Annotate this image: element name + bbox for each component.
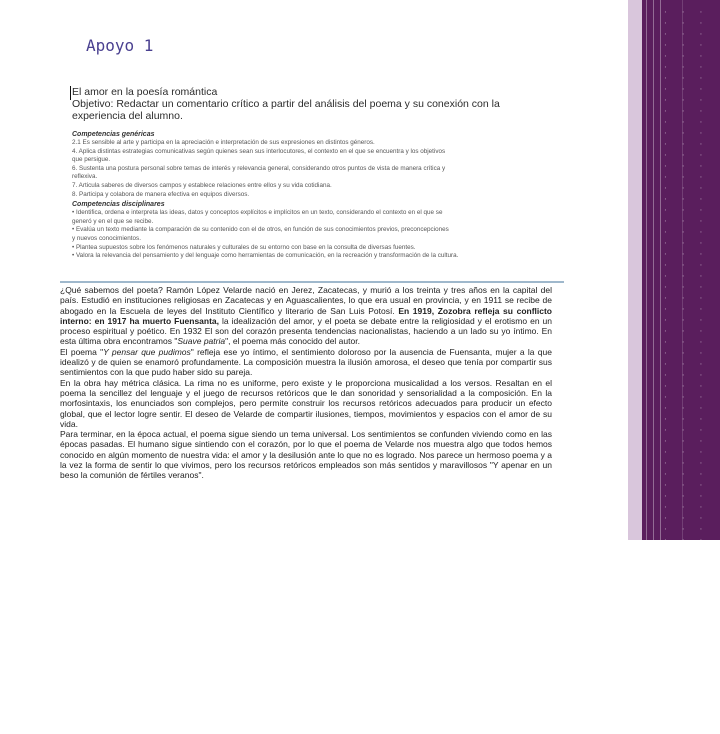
paragraph-text: la idealización del amor, y el poeta se debate entre la religiosidad y el erotismo en un proceso espiritual y poético. En 1932 El son del corazón presenta tendencias nacionalistas, haciendo a un lado su yo íntimo. En esta última obra encontramos ": [60, 315, 553, 347]
generic-line: que persigue.: [72, 156, 111, 164]
text-cursor: [70, 86, 71, 100]
generic-line: 8. Participa y colabora de manera efectiva en equipos diversos.: [72, 190, 250, 198]
paragraph-poem: [60, 347, 552, 378]
disciplinary-line: generó y en el que se recibe.: [72, 217, 154, 225]
band-line: [653, 0, 654, 540]
objective-line: Objetivo: Redactar un comentario crítico a partir del análisis del poema y su conexión con la: [72, 98, 500, 110]
poem-title-italic: Y pensar que pudimos: [103, 346, 191, 357]
disciplinary-line: • Valora la relevancia del pensamiento y del lenguaje como herramientas de comunicación, en la recreación y transformación de la cultura.: [72, 252, 459, 260]
document-header-block: [72, 86, 532, 261]
paragraph-biography: [60, 285, 552, 347]
section-disciplinary-heading: Competencias disciplinares: [72, 201, 165, 209]
band-light-strip: [628, 0, 642, 540]
disciplinary-line: y nuevos conocimientos.: [72, 234, 141, 242]
paragraph-text: ", el poema más conocido del autor.: [225, 336, 360, 347]
generic-line: 2.1 Es sensible al arte y participa en la apreciación e interpretación de sus expresiones en distintos géneros.: [72, 139, 375, 146]
generic-line: reflexiva.: [72, 173, 98, 181]
generic-line: 7. Articula saberes de diversos campos y establece relaciones entre ellos y su vida cotidiana.: [72, 181, 332, 189]
paragraph-text: ¿Qué sabemos del poeta? Ramón López Velarde nació en Jerez, Zacatecas, y murió a los treinta y tres años en la capital del país. Estudió en instituciones religiosas en Zacatecas y en Aguascalientes, lo que era usual en provincia, y en 1911 se recibe de abogado en la Escuela de leyes del Instituto Científico y literario de San Luis Potosí.: [60, 285, 552, 316]
paragraph-bold-text: En 1919, Zozobra refleja su conflicto interno: en 1917 ha muerto Fuensanta,: [60, 305, 553, 326]
section-divider: [60, 281, 564, 283]
band-line: [646, 0, 647, 540]
band-line: [660, 0, 661, 540]
generic-line: 4. Aplica distintas estrategias comunicativas según quienes sean sus interlocutores, el contexto en el que se encuentra y los objetivos: [72, 147, 446, 155]
band-dot-pattern: · · · · · · · · · · · · · · · · · · · · · · · · · · · · · · · · · · · · · · · · · · · · · · · · · · · · · · · · · · · · · · · · · · · · · · · · · · · · · · · · · · · · · · · · · · · · · · · · · · · · · · · · · · · · · · · · · · · · · · · · · · · · · · · · · · · · · · · · · · · · · · · · · · · · · · · · · · · · · · · · · · · · · · · · · · · · · · · · · · · · · · · · · · · · · · · · · · · · ·: [664, 8, 709, 733]
poem-title-italic: Suave patria: [177, 336, 226, 347]
document-body: [60, 285, 552, 481]
slide-title: Apoyo 1: [86, 36, 154, 55]
generic-line: 6. Sustenta una postura personal sobre temas de interés y relevancia general, considerando otros puntos de vista de manera crítica y: [72, 164, 446, 172]
paragraph-text: " refleja ese yo íntimo, el sentimiento doloroso por la ausencia de Fuensanta, mujer a la que idealizó y de quien se enamoró profundamente. La composición muestra la ilusión amorosa, el deseo que tenía por compartir sus sentimientos con la que pudo haber sido su pareja.: [60, 346, 552, 378]
doc-heading: El amor en la poesía romántica: [72, 86, 218, 98]
paragraph-conclusion: Para terminar, en la época actual, el poema sigue siendo un tema universal. Los sentimientos se confunden viviendo como en las épocas pasadas. El humano sigue sintiendo con el corazón, por lo que el poema de Velarde nos muestra algo que todos hemos conocido en algún momento de nuestra vida: el amor y la desilusión ante lo que no es logrado. Nos parece un hermoso poema y a la vez la forma de sentir lo que vivimos, pero los recursos retóricos empleados son más sentidos y maravillosos "Y apenar en un beso la comunión de fértiles veranos".: [60, 429, 552, 481]
disciplinary-line: • Plantea supuestos sobre los fenómenos naturales y culturales de su entorno con base en la consulta de diversas fuentes.: [72, 243, 416, 251]
objective-line: experiencia del alumno.: [72, 110, 183, 122]
disciplinary-line: • Identifica, ordena e interpreta las ideas, datos y conceptos explícitos e implícitos en un texto, considerando el contexto en el que se: [72, 209, 443, 217]
paragraph-form: En la obra hay métrica clásica. La rima no es uniforme, pero existe y le proporciona musicalidad a los versos. Resaltan en el poema la sencillez del lenguaje y el juego de recursos retóricos que le dan sonoridad y sensorialidad a la composición. En la morfosintaxis, los enunciados son complejos, pero permite construir los recursos retóricos adecuados para producir un efecto global, que el lector logre sentir. El deseo de Velarde de compartir ilusiones, tiempos, movimientos y espacios con el amor de su vida.: [60, 377, 552, 429]
decorative-band: [642, 0, 720, 733]
paragraph-text: El poema ": [60, 346, 104, 357]
section-generic-heading: Competencias genéricas: [72, 131, 155, 138]
disciplinary-line: • Evalúa un texto mediante la comparación de su contenido con el de otros, en función de sus conocimientos previos, preconcepciones: [72, 226, 449, 234]
